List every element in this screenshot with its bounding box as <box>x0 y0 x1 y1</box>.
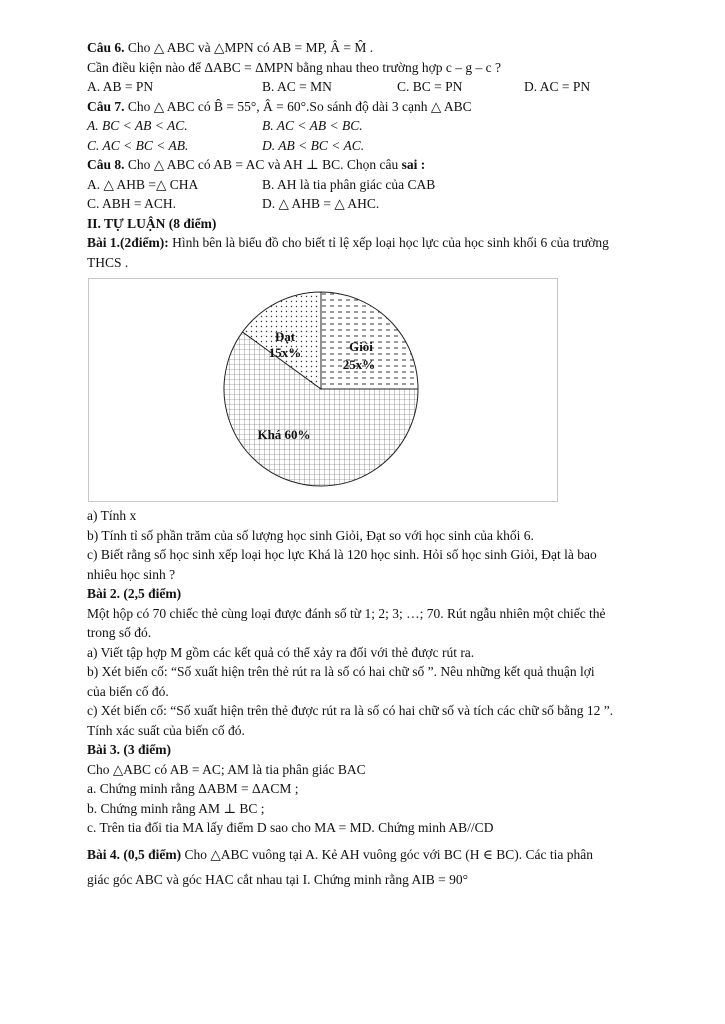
exercise-1-part-b: b) Tính tỉ số phần trăm của số lượng học sinh Giỏi, Đạt so với học sinh của khối 6. <box>87 527 534 543</box>
question-8-text: Cho △ ABC có AB = AC và AH ⊥ BC. Chọn câu <box>124 157 402 172</box>
exercise-2-part-c-2: Tính xác suất của biến cố đó. <box>87 722 245 738</box>
question-6-title: Câu 6. <box>87 40 125 55</box>
section-heading: II. TỰ LUẬN (8 điểm) <box>87 215 217 231</box>
question-6 <box>87 38 677 58</box>
q7-option-d: D. AB < BC < AC. <box>262 137 365 153</box>
exercise-2-part-b-1: b) Xét biến cố: “Số xuất hiện trên thẻ rút ra là số có hai chữ số ”. Nêu những kết quả thuận lợi <box>87 664 595 679</box>
q8-option-a: A. △ AHB =△ CHA <box>87 176 199 192</box>
q6-option-d: D. AC = PN <box>524 79 591 94</box>
question-7-options-row1 <box>87 116 677 136</box>
exercise-3-part-c: c. Trên tia đối tia MA lấy điểm D sao cho MA = MD. Chứng minh AB//CD <box>87 820 494 835</box>
pie-value-label-3: 15x% <box>268 345 302 360</box>
exercise-2-line2: trong số đó. <box>87 625 152 640</box>
question-6-options <box>87 77 677 97</box>
exercise-1-part-c-2: nhiêu học sinh ? <box>87 566 176 582</box>
q8-option-c: C. ABH = ACH. <box>87 196 177 211</box>
pie-slices <box>224 292 418 486</box>
pie-value-label-1: 25x% <box>342 357 376 372</box>
question-8-title: Câu 8. <box>87 157 125 172</box>
question-7-text: Cho △ ABC có B̂ = 55°, Â = 60°.So sánh độ dài 3 cạnh △ ABC <box>124 98 472 114</box>
question-8-options-row1 <box>87 175 677 195</box>
exercise-2-title: Bài 2. (2,5 điểm) <box>87 586 182 601</box>
exercise-4-title: Bài 4. (0,5 điểm) <box>87 846 182 862</box>
exercise-3-part-b: b. Chứng minh rằng AM ⊥ BC ; <box>87 800 265 816</box>
exercise-2-line1: Một hộp có 70 chiếc thẻ cùng loại được đánh số từ 1; 2; 3; …; 70. Rút ngẫu nhiên một chiếc thẻ <box>87 605 606 621</box>
exercise-1-line2: THCS . <box>87 254 129 270</box>
exercise-1-text: Hình bên là biểu đồ cho biết tỉ lệ xếp loại học lực của học sinh khối 6 của trường <box>168 235 609 250</box>
question-7 <box>87 97 677 117</box>
exercise-3-part-a: a. Chứng minh rằng ΔABM = ΔACM ; <box>87 781 299 796</box>
exercise-4-line2: giác góc ABC và góc HAC cắt nhau tại I. Chứng minh rằng AIB = 90° <box>87 871 469 887</box>
q7-option-b: B. AC < AB < BC. <box>262 118 363 133</box>
pie-chart <box>89 279 557 501</box>
question-6-text: Cho △ ABC và △MPN có AB = MP, Â = M̂ . <box>124 40 374 55</box>
document-page <box>87 38 677 272</box>
exercise-2-part-b-2: của biến cố đó. <box>87 683 169 699</box>
exercise-4 <box>87 842 677 867</box>
exercise-2-part-c-1: c) Xét biến cố: “Số xuất hiện trên thẻ được rút ra là số có hai chữ số và tích các chữ số bằng 12 ”. <box>87 703 614 718</box>
exercise-2-part-a: a) Viết tập hợp M gồm các kết quả có thể xảy ra đối với thẻ được rút ra. <box>87 644 475 660</box>
exercise-1-part-a: a) Tính x <box>87 508 137 523</box>
q8-option-b: B. AH là tia phân giác của CAB <box>262 176 436 192</box>
exercise-1-part-c-1: c) Biết rằng số học sinh xếp loại học lực Khá là 120 học sinh. Hỏi số học sinh Giỏi, Đạt là bao <box>87 547 597 562</box>
q8-option-d: D. △ AHB = △ AHC. <box>262 196 380 211</box>
exercise-3-title: Bài 3. (3 điểm) <box>87 742 171 757</box>
question-7-title: Câu 7. <box>87 98 125 114</box>
pie-label-3: Đạt <box>274 329 296 344</box>
pie-label-2: Khá 60% <box>257 427 311 442</box>
exercise-4-line1: Cho △ABC vuông tại A. Kẻ AH vuông góc với BC (H ∈ BC). Các tia phân <box>181 846 593 862</box>
document-page-continued <box>87 506 677 892</box>
q7-option-c: C. AC < BC < AB. <box>87 137 189 153</box>
exercise-3-line1: Cho △ABC có AB = AC; AM là tia phân giác BAC <box>87 761 366 777</box>
q6-option-c: C. BC = PN <box>397 79 463 94</box>
question-8-options-row2 <box>87 194 677 214</box>
exercise-1 <box>87 233 677 253</box>
question-6-line2: Cần điều kiện nào để ΔABC = ΔMPN bằng nhau theo trường hợp c – g – c ? <box>87 59 502 75</box>
question-8-text-bold: sai : <box>401 157 426 172</box>
q6-option-a: A. AB = PN <box>87 79 154 94</box>
pie-chart-frame <box>88 278 558 502</box>
question-7-options-row2 <box>87 136 677 156</box>
pie-label-1: Giỏi <box>349 339 373 354</box>
question-8 <box>87 155 677 175</box>
q6-option-b: B. AC = MN <box>262 79 332 94</box>
q7-option-a: A. BC < AB < AC. <box>87 118 188 133</box>
exercise-1-title: Bài 1.(2điểm): <box>87 235 169 250</box>
